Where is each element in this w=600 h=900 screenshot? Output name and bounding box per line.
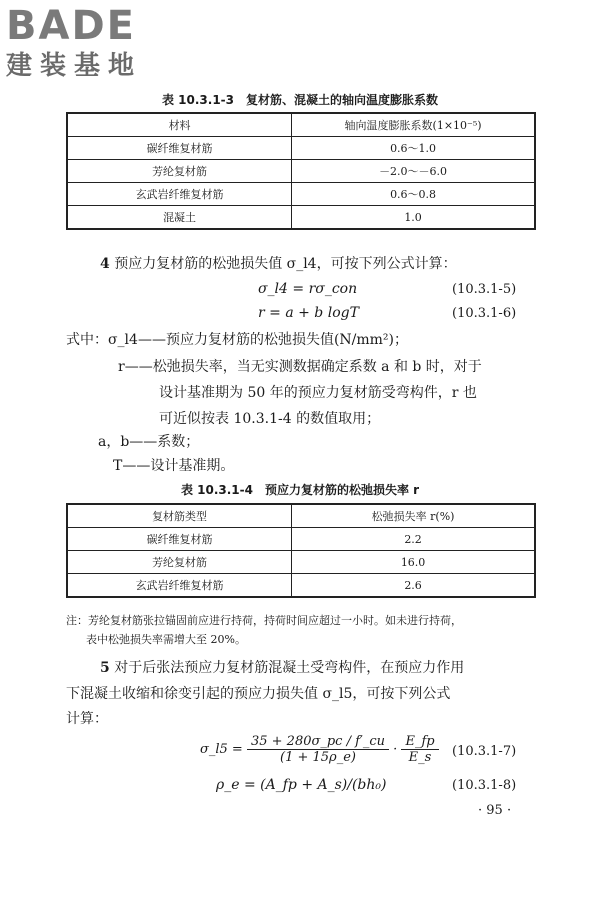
formula-10-3-1-5: σ_l4 = rσ_con <box>258 281 358 297</box>
table1-header-material: 材料 <box>67 113 292 137</box>
f7-denominator: (1 + 15ρ_e) <box>280 750 356 765</box>
table1-cell: 1.0 <box>292 206 535 230</box>
T-definition: T——设计基准期。 <box>113 458 235 474</box>
item4-number: 4 <box>100 256 110 272</box>
r-definition-3: 可近似按表 10.3.1-4 的数值取用； <box>159 411 381 427</box>
table1-cell: 芳纶复材筋 <box>67 160 292 183</box>
table1-cell: 0.6～1.0 <box>292 137 535 160</box>
item5-text-1: 对于后张法预应力复材筋混凝土受弯构件，在预应力作用 <box>114 660 465 676</box>
f7-numerator-2: E_fp <box>401 734 438 750</box>
logo-text-cn: 建装基地 <box>6 51 143 81</box>
f7-dot: · <box>393 742 398 757</box>
table1-caption: 表 10.3.1-3 复材筋、混凝土的轴向温度膨胀系数 <box>161 93 439 107</box>
table1-cell: －2.0～－6.0 <box>292 160 535 183</box>
table1 <box>66 112 536 230</box>
table2-cell: 玄武岩纤维复材筋 <box>67 574 292 598</box>
where-line: 式中：σ_l4——预应力复材筋的松弛损失值(N/mm²)； <box>66 332 408 348</box>
item4-text: 预应力复材筋的松弛损失值 σ_l4，可按下列公式计算： <box>114 256 457 272</box>
item5-line2: 下混凝土收缩和徐变引起的预应力损失值 σ_l5，可按下列公式 <box>66 686 451 702</box>
eqno-10-3-1-6: (10.3.1-6) <box>452 306 517 321</box>
table2-note-1: 注：芳纶复材筋张拉锚固前应进行持荷，持荷时间应超过一小时。如未进行持荷， <box>66 614 462 627</box>
item5-line1 <box>100 656 560 680</box>
f7-fraction <box>247 734 389 765</box>
r-definition-1: r——松弛损失率，当无实测数据确定系数 a 和 b 时，对于 <box>118 359 482 375</box>
table2-cell: 2.2 <box>292 528 535 551</box>
f7-numerator: 35 + 280σ_pc / f′_cu <box>247 734 389 750</box>
eqno-10-3-1-5: (10.3.1-5) <box>452 282 517 297</box>
table2-header-type: 复材筋类型 <box>67 504 292 528</box>
table1-cell: 玄武岩纤维复材筋 <box>67 183 292 206</box>
item5-line3: 计算： <box>66 711 108 727</box>
f7-fraction-2 <box>401 734 438 765</box>
table1-cell: 碳纤维复材筋 <box>67 137 292 160</box>
f7-denominator-2: E_s <box>408 750 432 765</box>
formula-10-3-1-7 <box>200 734 439 765</box>
eqno-10-3-1-8: (10.3.1-8) <box>452 778 517 793</box>
ab-definition: a，b——系数； <box>98 434 200 450</box>
table1-cell: 0.6～0.8 <box>292 183 535 206</box>
logo <box>6 4 142 82</box>
table1-cell: 混凝土 <box>67 206 292 230</box>
eqno-10-3-1-7: (10.3.1-7) <box>452 744 517 759</box>
table2-note-2: 表中松弛损失率需增大至 20%。 <box>86 633 246 646</box>
table2-header-rate: 松弛损失率 r(%) <box>292 504 535 528</box>
table2-cell: 2.6 <box>292 574 535 598</box>
f7-lhs: σ_l5 = <box>200 742 243 757</box>
page-number: · 95 · <box>478 803 512 818</box>
r-definition-2: 设计基准期为 50 年的预应力复材筋受弯构件，r 也 <box>159 385 477 401</box>
logo-text-en: BADE <box>6 3 136 49</box>
table2-cell: 芳纶复材筋 <box>67 551 292 574</box>
table2-cell: 碳纤维复材筋 <box>67 528 292 551</box>
table1-header-coef: 轴向温度膨胀系数(1×10⁻⁵) <box>292 113 535 137</box>
formula-10-3-1-8: ρ_e = (A_fp + A_s)/(bh₀) <box>216 777 387 793</box>
table2-cell: 16.0 <box>292 551 535 574</box>
table2 <box>66 503 536 598</box>
item4-intro <box>100 252 600 276</box>
item5-number: 5 <box>100 660 110 676</box>
table2-caption: 表 10.3.1-4 预应力复材筋的松弛损失率 r <box>180 483 420 497</box>
formula-10-3-1-6: r = a + b logT <box>258 305 359 321</box>
